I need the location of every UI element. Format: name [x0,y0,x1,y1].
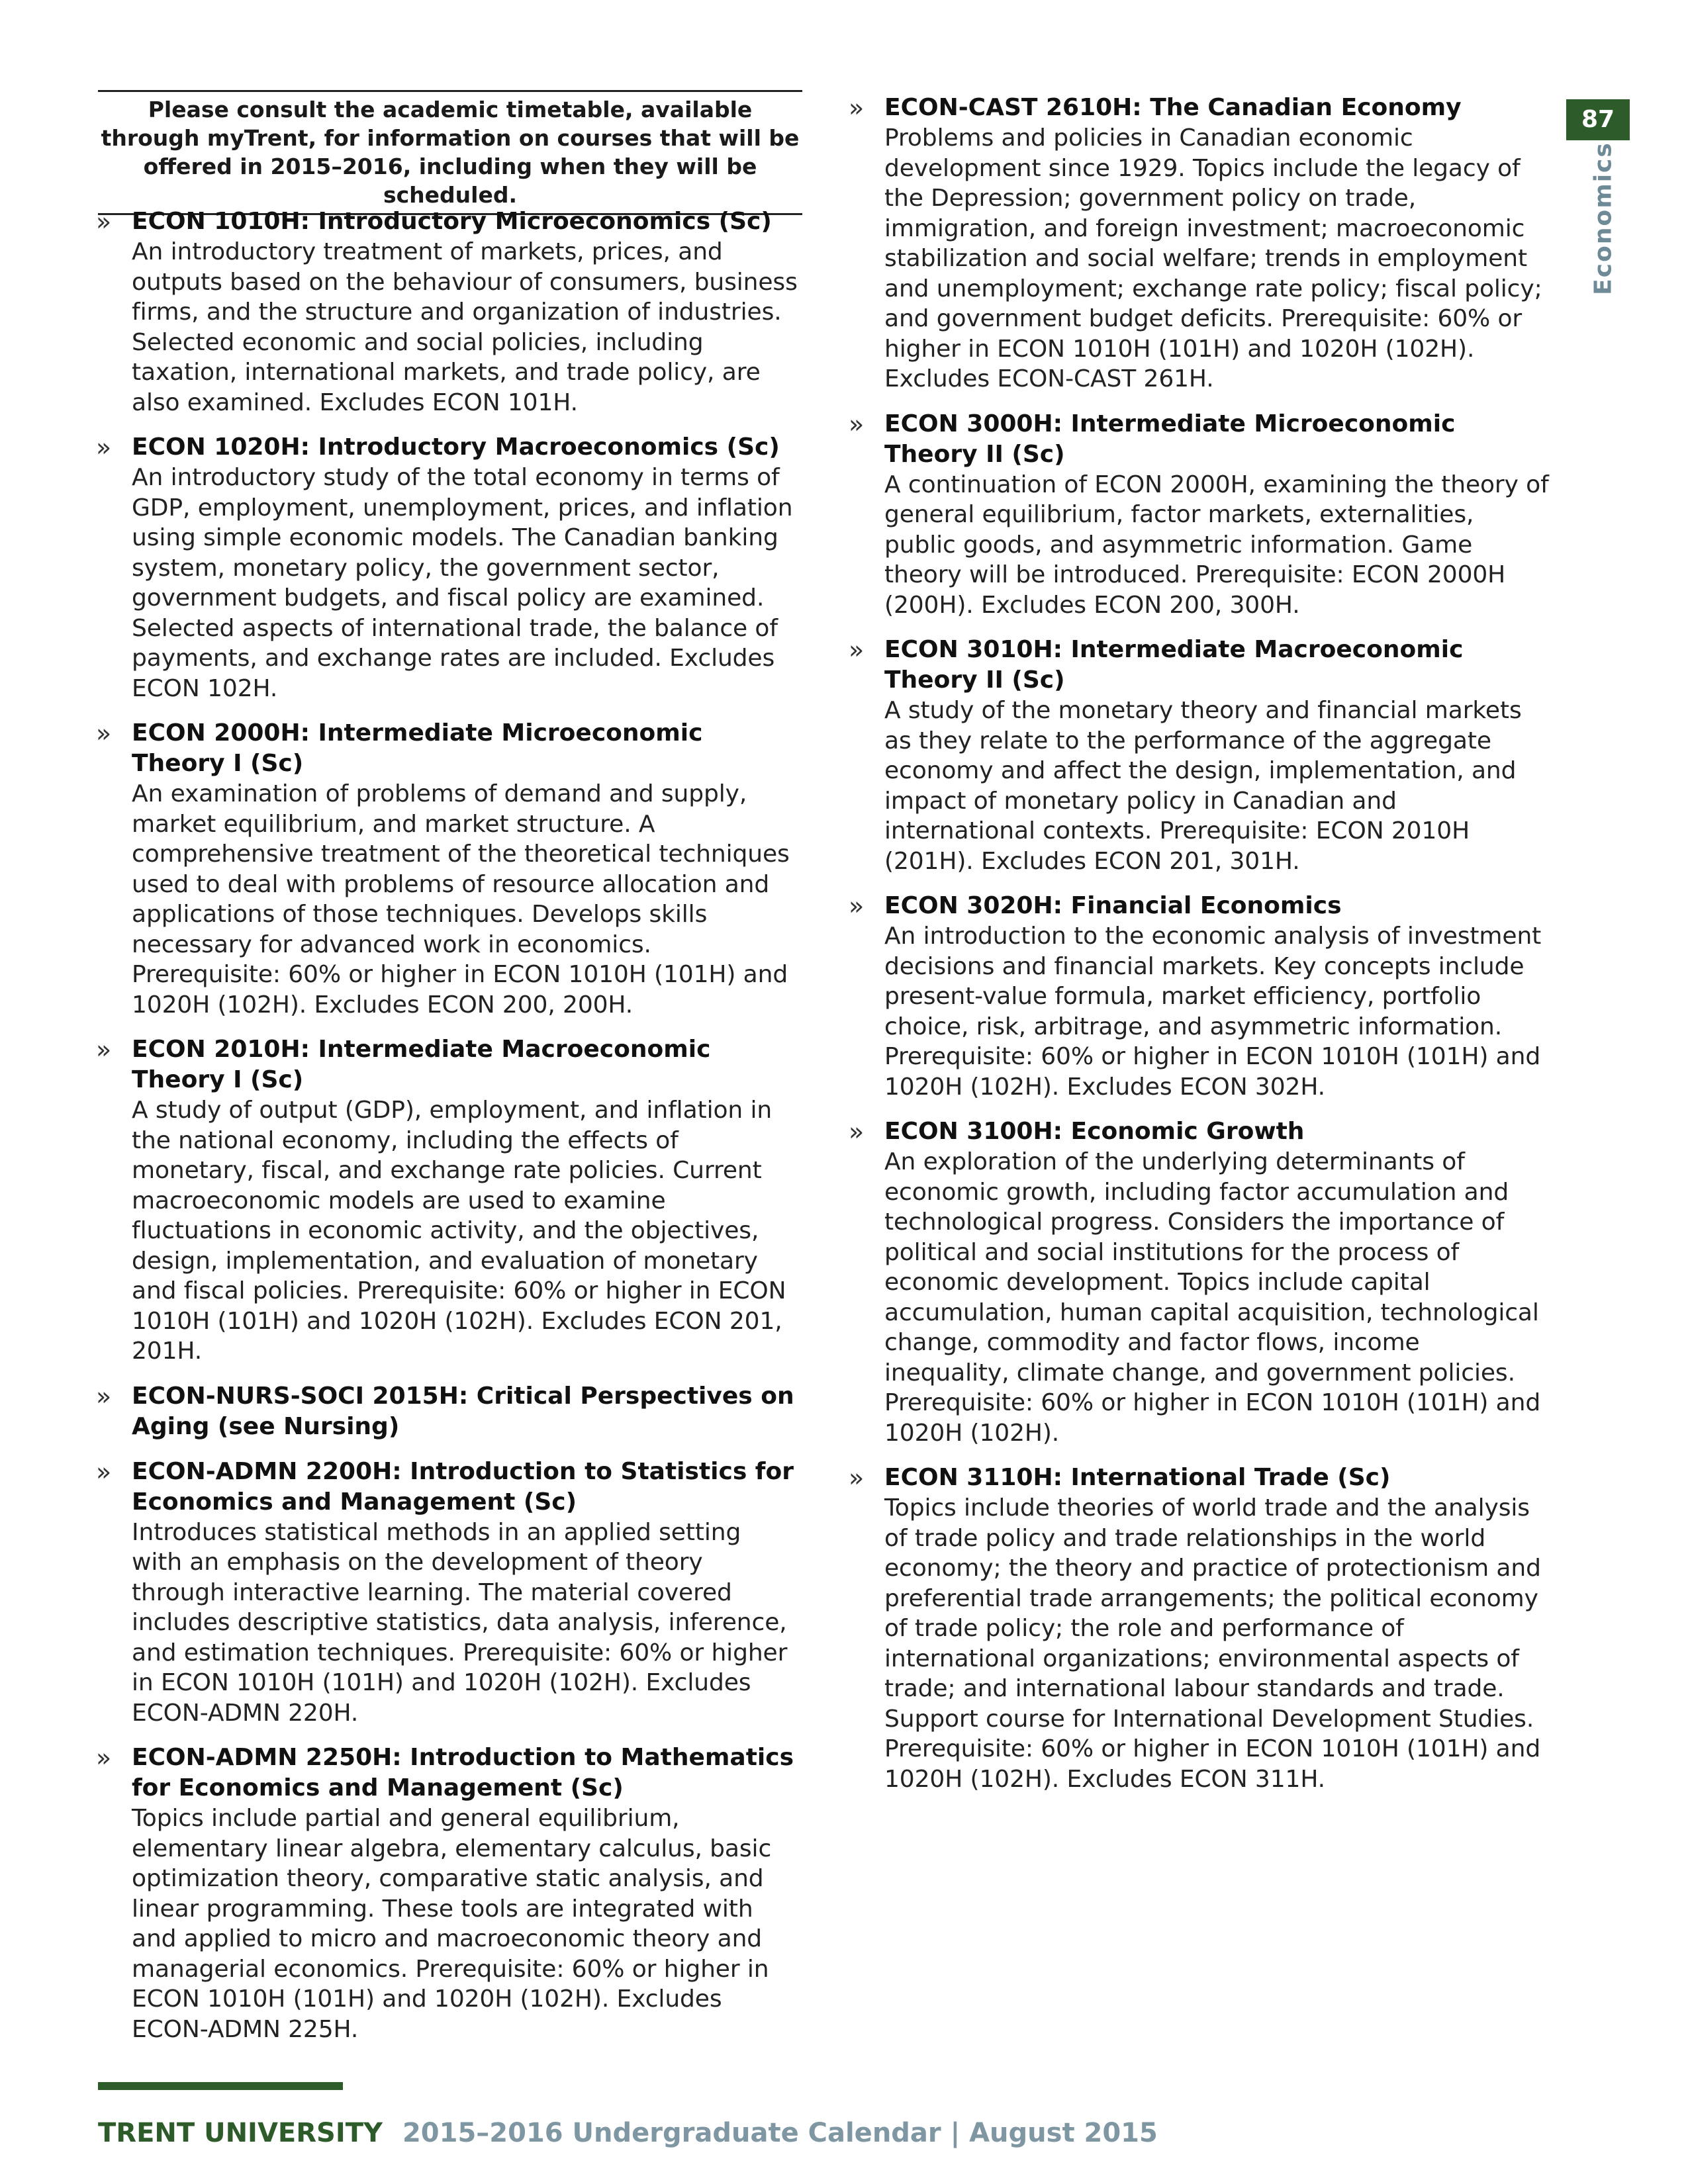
course-entry [96,1381,798,1442]
bullet-chevron-icon: » [849,93,865,122]
course-title: ECON 1020H: Introductory Macroeconomics (Sc) [132,433,780,461]
course-description: An introductory study of the total economy in terms of GDP, employment, unemployment, prices, and inflation using simple economic models. The Canadian banking system, monetary policy, the government sector, government budgets, and fiscal policy are examined. Selected aspects of international trade, the balance of payments, and exchange rates are included. Excludes ECON 102H. [132,464,793,702]
bullet-chevron-icon: » [96,207,112,236]
course-title: ECON 3020H: Financial Economics [884,892,1342,919]
course-entry [96,1034,798,1367]
course-title: ECON-CAST 2610H: The Canadian Economy [884,94,1462,121]
course-entry [849,409,1550,621]
course-entry [96,1457,798,1729]
footer-accent-bar [98,2082,343,2090]
course-title: ECON 2010H: Intermediate Macroeconomic Theory I (Sc) [132,1036,711,1093]
course-entry [849,1116,1550,1448]
course-entry [96,206,798,418]
bullet-chevron-icon: » [96,1381,112,1411]
bullet-chevron-icon: » [849,1117,865,1146]
course-title: ECON 3100H: Economic Growth [884,1118,1305,1145]
course-title: ECON 3110H: International Trade (Sc) [884,1464,1391,1491]
course-title: ECON 1010H: Introductory Microeconomics (Sc) [132,208,772,235]
course-description: Topics include partial and general equilibrium, elementary linear algebra, elementary calculus, basic optimization theory, comparative static analysis, and linear programming. These tools are integrated with and applied to micro and macroeconomic theory and managerial economics. Prerequisite: 60% or higher in ECON 1010H (101H) and 1020H (102H). Excludes ECON-ADMN 225H. [132,1805,772,2043]
bullet-chevron-icon: » [849,409,865,439]
course-title: ECON-NURS-SOCI 2015H: Critical Perspectives on Aging (see Nursing) [132,1382,794,1440]
bullet-chevron-icon: » [96,1035,112,1064]
footer-calendar-info: 2015–2016 Undergraduate Calendar | August 2015 [402,2118,1158,2148]
course-title: ECON-ADMN 2200H: Introduction to Statistics for Economics and Management (Sc) [132,1457,794,1516]
bullet-chevron-icon: » [849,635,865,664]
course-description: A study of output (GDP), employment, and inflation in the national economy, including the effects of monetary, fiscal, and exchange rate policies. Current macroeconomic models are used to examine fluctuations in economic activity, and the objectives, design, implementation, and evaluation of monetary and fiscal policies. Prerequisite: 60% or higher in ECON 1010H (101H) and 1020H (102H). Excludes ECON 201, 201H. [132,1097,786,1365]
course-description: A study of the monetary theory and financial markets as they relate to the performance of the aggregate economy and affect the design, implementation, and impact of monetary policy in Canadian and international contexts. Prerequisite: ECON 2010H (201H). Excludes ECON 201, 301H. [884,697,1522,875]
timetable-notice: Please consult the academic timetable, available through myTrent, for information on courses that will be offered in 2015–2016, including when they will be scheduled. [98,90,802,215]
footer-university: TRENT UNIVERSITY [98,2118,383,2148]
course-entry [96,718,798,1020]
course-description: An introduction to the economic analysis of investment decisions and financial markets. Key concepts include present-value formula, market efficiency, portfolio choice, risk, arbitrage, and asymmetric information. Prerequisite: 60% or higher in ECON 1010H (101H) and 1020H (102H). Excludes ECON 302H. [884,923,1542,1101]
course-description: An exploration of the underlying determinants of economic growth, including factor accumulation and technological progress. Considers the importance of political and social institutions for the process of economic development. Topics include capital accumulation, human capital acquisition, technological change, commodity and factor flows, income inequality, climate change, and government policies. Prerequisite: 60% or higher in ECON 1010H (101H) and 1020H (102H). [884,1148,1541,1447]
section-label: Economics [1589,142,1617,295]
course-description: Problems and policies in Canadian economic development since 1929. Topics include the legacy of the Depression; government policy on trade, immigration, and foreign investment; macroeconomic stabilization and social welfare; trends in employment and unemployment; exchange rate policy; fiscal policy; and government budget deficits. Prerequisite: 60% or higher in ECON 1010H (101H) and 1020H (102H). Excludes ECON-CAST 261H. [884,124,1542,392]
course-entry [849,1463,1550,1794]
course-title: ECON 3000H: Intermediate Microeconomic Theory II (Sc) [884,410,1456,468]
course-description: Topics include theories of world trade and the analysis of trade policy and trade relationships in the world economy; the theory and practice of protectionism and preferential trade arrangements; the political economy of trade policy; the role and performance of international organizations; environmental aspects of trade; and international labour standards and trade. Support course for International Development Studies. Prerequisite: 60% or higher in ECON 1010H (101H) and 1020H (102H). Excludes ECON 311H. [884,1494,1541,1793]
course-description: A continuation of ECON 2000H, examining the theory of general equilibrium, factor markets, externalities, public goods, and asymmetric information. Game theory will be introduced. Prerequisite: ECON 2000H (200H). Excludes ECON 200, 300H. [884,471,1549,619]
page-number-tab: 87 [1566,99,1630,140]
course-description: An examination of problems of demand and supply, market equilibrium, and market structure. A comprehensive treatment of the theoretical techniques used to deal with problems of resource allocation and applications of those techniques. Develops skills necessary for advanced work in economics. Prerequisite: 60% or higher in ECON 1010H (101H) and 1020H (102H). Excludes ECON 200, 200H. [132,780,790,1019]
course-title: ECON 2000H: Intermediate Microeconomic Theory I (Sc) [132,719,703,777]
bullet-chevron-icon: » [96,719,112,748]
bullet-chevron-icon: » [96,1743,112,1772]
course-entry [96,1743,798,2044]
course-description: Introduces statistical methods in an applied setting with an emphasis on the development of theory through interactive learning. The material covered includes descriptive statistics, data analysis, inference, and estimation techniques. Prerequisite: 60% or higher in ECON 1010H (101H) and 1020H (102H). Excludes ECON-ADMN 220H. [132,1518,788,1727]
bullet-chevron-icon: » [849,1463,865,1492]
footer [98,2116,1158,2150]
bullet-chevron-icon: » [849,891,865,921]
course-entry [96,432,798,704]
course-entry [849,891,1550,1102]
course-title: ECON-ADMN 2250H: Introduction to Mathematics for Economics and Management (Sc) [132,1744,794,1801]
left-course-column [96,206,798,2059]
course-entry [849,635,1550,876]
bullet-chevron-icon: » [96,1457,112,1486]
course-description: An introductory treatment of markets, prices, and outputs based on the behaviour of consumers, business firms, and the structure and organization of industries. Selected economic and social policies, including taxation, international markets, and trade policy, are also examined. Excludes ECON 101H. [132,238,798,416]
bullet-chevron-icon: » [96,433,112,462]
course-entry [849,93,1550,394]
right-course-column [849,93,1550,1809]
course-title: ECON 3010H: Intermediate Macroeconomic Theory II (Sc) [884,636,1464,694]
